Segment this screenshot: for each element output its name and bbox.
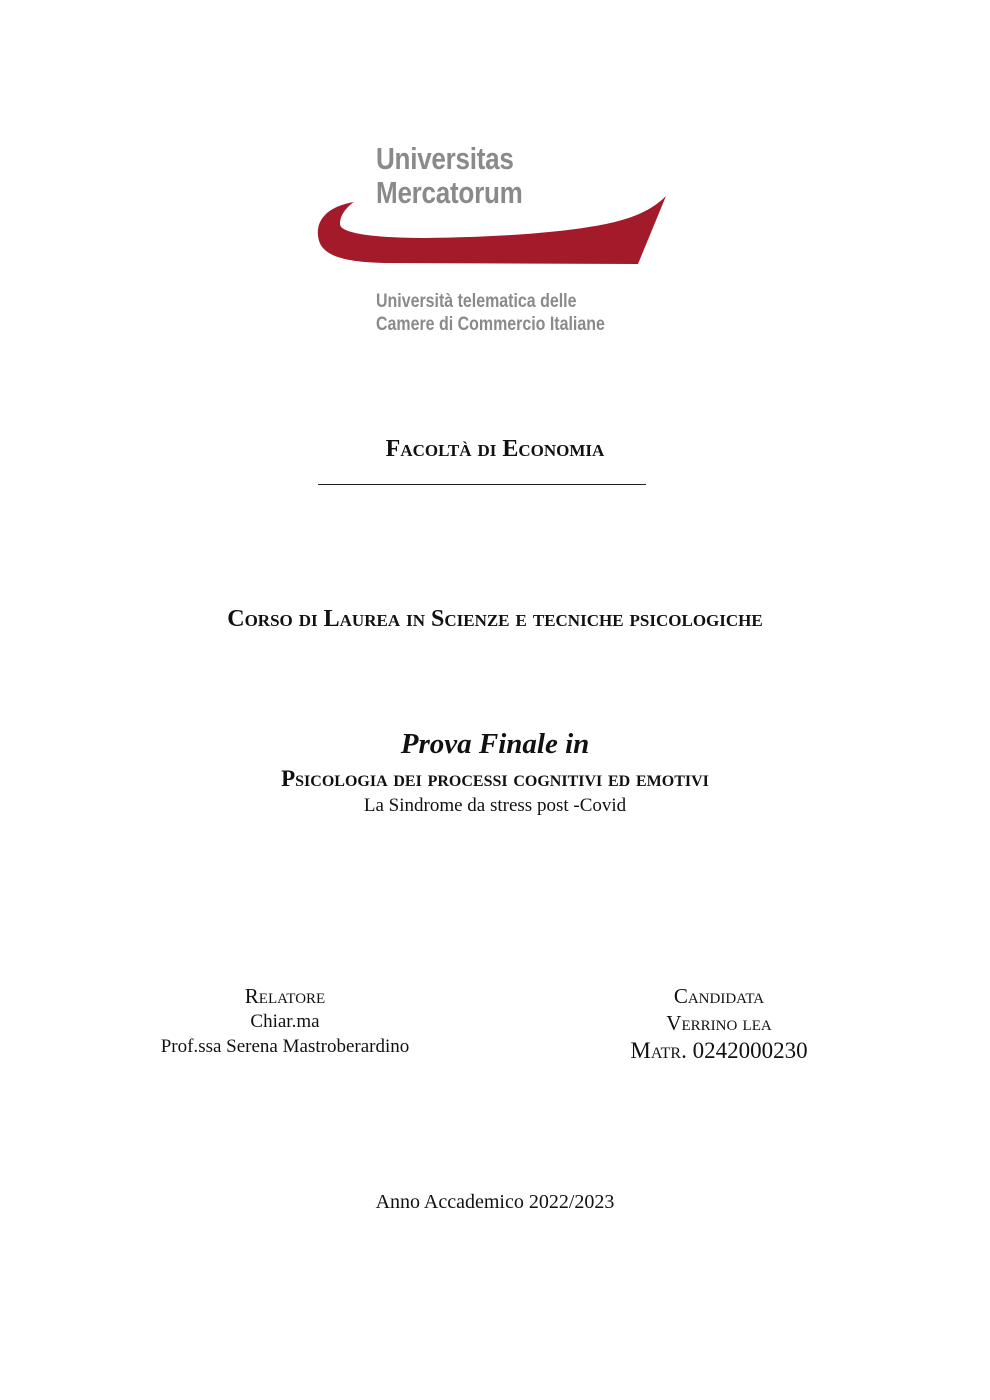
thesis-title: La Sindrome da stress post -Covid xyxy=(363,795,627,816)
supervisor-name: Prof.ssa Serena Mastroberardino xyxy=(160,1036,410,1057)
academic-year: Anno Accademico 2022/2023 xyxy=(375,1191,615,1213)
matriculation-number: 0242000230 xyxy=(692,1038,808,1063)
logo-subtitle-line2: Camere di Commercio Italiane xyxy=(376,314,605,335)
supervisor-block xyxy=(130,983,440,1059)
supervisor-label: Relatore xyxy=(244,984,326,1008)
logo-name-line2: Mercatorum xyxy=(376,175,523,210)
candidate-block xyxy=(580,983,858,1065)
matriculation-label: Matr. xyxy=(630,1038,687,1063)
thesis-subject: Psicologia dei processi cognitivi ed emotivi xyxy=(281,766,709,791)
supervisor-honorific: Chiar.ma xyxy=(250,1011,320,1032)
course-heading: Corso di Laurea in Scienze e tecniche psicologiche xyxy=(227,606,763,632)
candidate-label: Candidata xyxy=(673,984,765,1008)
thesis-heading: Prova Finale in xyxy=(400,728,590,760)
candidate-matriculation xyxy=(580,1037,858,1065)
logo-name-line1: Universitas xyxy=(376,141,514,176)
faculty-heading: Facoltà di Economia xyxy=(385,436,605,462)
candidate-name: Verrino lea xyxy=(666,1011,772,1035)
faculty-underline xyxy=(318,484,646,485)
university-logo xyxy=(316,140,676,340)
logo-swoosh-icon xyxy=(316,190,676,270)
logo-subtitle-line1: Università telematica delle xyxy=(376,291,577,312)
